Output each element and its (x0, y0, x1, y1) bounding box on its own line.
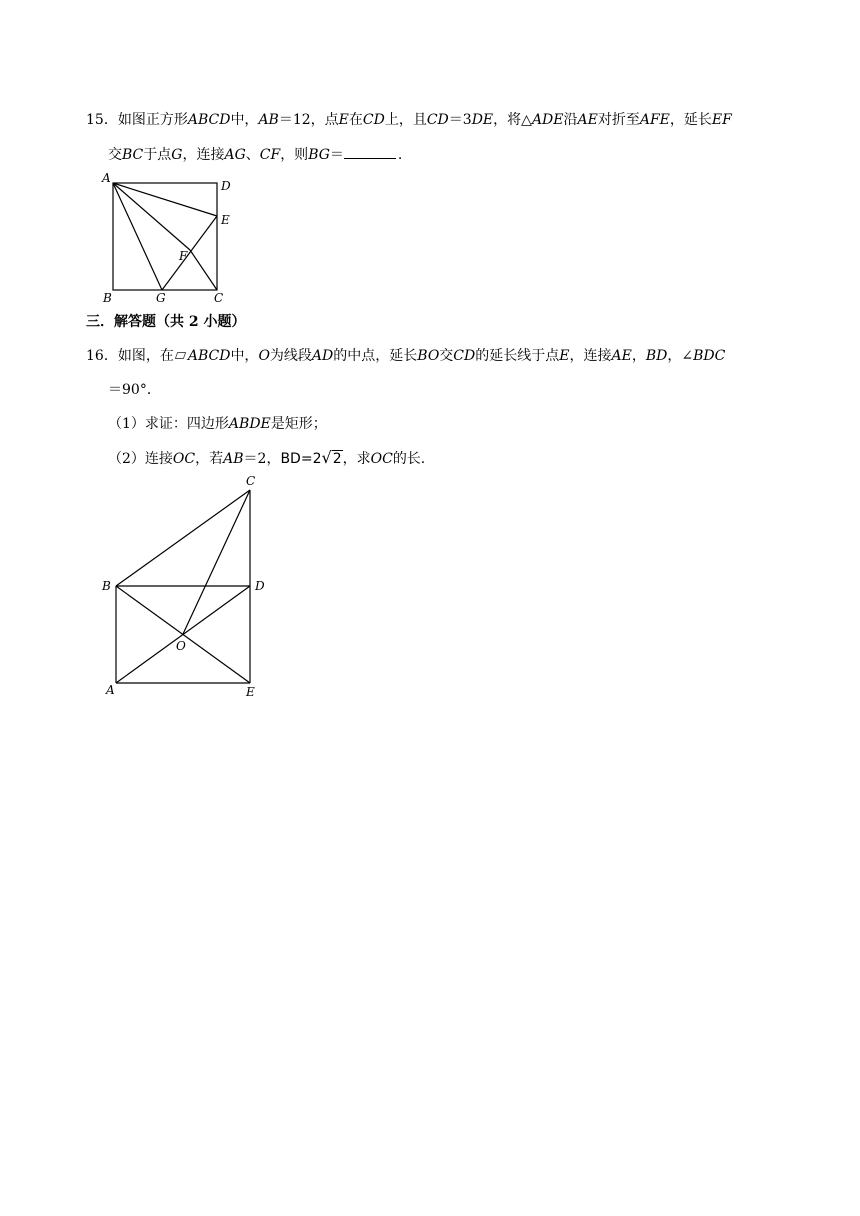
q15-text: ，延长 (669, 112, 712, 128)
q15-var: DE (471, 112, 494, 128)
q16-var: OC (370, 451, 393, 467)
segment-fc (190, 250, 217, 290)
q16-text: 的中点，延长 (333, 348, 418, 364)
q16-text: 是矩形； (270, 416, 327, 432)
q15-var: BC (122, 147, 144, 163)
q16-text: ， (631, 348, 646, 364)
q15-var: CF (259, 147, 281, 163)
label-c: C (246, 474, 256, 488)
q15-var: BG (308, 147, 330, 163)
q16-var: BD (645, 348, 668, 364)
q15-var: AE (577, 112, 598, 128)
q15-line-1 (86, 111, 732, 129)
q15-var: AFE (639, 112, 670, 128)
q15-text: ＝12，点 (278, 112, 339, 128)
parallelogram-icon (175, 352, 187, 359)
q16-part-2 (108, 449, 425, 468)
label-a: A (102, 171, 111, 185)
segment-eg (162, 216, 217, 290)
segment-ag (113, 183, 162, 290)
q15-text: ＝3 (448, 112, 472, 128)
q15-text: 对折至 (597, 112, 640, 128)
bd-formula (280, 449, 342, 468)
q16-text: ，若 (195, 451, 224, 467)
q16-text: （2）连接 (108, 451, 173, 467)
q16-text: ，连接 (569, 348, 612, 364)
label-b: B (103, 291, 112, 305)
radicand: 2 (332, 451, 342, 467)
q15-text: 上，且 (384, 112, 427, 128)
q15-text: 沿 (563, 112, 578, 128)
q15-line-2 (108, 145, 402, 164)
segment-ae (113, 183, 217, 216)
q16-line-1 (86, 347, 725, 365)
answer-blank[interactable] (344, 145, 396, 159)
segment-bc (116, 490, 250, 586)
q15-text: 于点 (143, 147, 172, 163)
q15-text: ，则 (280, 147, 309, 163)
q16-number: 16． (86, 348, 118, 364)
q16-text: 的长. (392, 451, 426, 467)
q15-var: CD (362, 112, 385, 128)
q16-text: ，∠ (667, 348, 694, 364)
q16-text: （1）求证：四边形 (108, 416, 229, 432)
label-e: E (221, 213, 230, 227)
label-e: E (246, 685, 255, 699)
q15-text: 中， (230, 112, 259, 128)
q15-var: ADE (531, 112, 564, 128)
q16-var: E (559, 348, 570, 364)
label-f: F (179, 249, 188, 263)
q16-var: AB (223, 451, 244, 467)
q15-text: 在 (348, 112, 363, 128)
label-d: D (221, 179, 231, 193)
label-c: C (214, 291, 224, 305)
q15-var: EF (711, 112, 732, 128)
label-d: D (255, 579, 265, 593)
q16-text: ＝90°． (108, 382, 161, 398)
q16-line-2 (108, 381, 161, 399)
q15-text: . (397, 147, 403, 163)
bd-formula-text: BD=2 (280, 451, 322, 467)
q16-text: 如图，在 (117, 348, 174, 364)
radical-sign: √ (321, 448, 332, 467)
q15-var: G (171, 147, 183, 163)
q16-text: 交 (439, 348, 454, 364)
q15-text: ，连接 (182, 147, 225, 163)
q15-var: E (338, 112, 349, 128)
q16-var: BDC (693, 348, 726, 364)
q15-text: 交 (108, 147, 122, 163)
q16-part-1 (108, 415, 327, 433)
sqrt-symbol (321, 449, 342, 468)
q16-text: ，求 (342, 451, 371, 467)
q16-text: 的延长线于点 (475, 348, 560, 364)
label-o: O (176, 639, 186, 653)
section-heading: 三．解答题（共 2 小题） (86, 314, 246, 330)
q16-text: 中， (230, 348, 259, 364)
label-g: G (156, 291, 166, 305)
q15-text: 、 (245, 147, 260, 163)
q16-var: AD (311, 348, 334, 364)
q15-var: AG (224, 147, 246, 163)
q16-figure (96, 470, 276, 702)
q15-var: ABCD (187, 112, 231, 128)
q16-var: ABCD (187, 348, 231, 364)
q15-var: AB (258, 112, 279, 128)
segment-oc (183, 490, 250, 634)
q16-var: BO (417, 348, 440, 364)
q15-text: ，将△ (493, 112, 532, 128)
q16-var: OC (172, 451, 196, 467)
q15-text: ＝ (329, 147, 344, 163)
q16-text: 为线段 (269, 348, 312, 364)
q15-var: CD (426, 112, 449, 128)
q16-var: CD (453, 348, 476, 364)
q16-var: AE (611, 348, 632, 364)
q16-text: ＝2， (243, 451, 281, 467)
q15-number: 15． (86, 112, 118, 128)
q16-var: ABDE (228, 416, 271, 432)
label-b: B (102, 579, 111, 593)
q15-figure (100, 170, 250, 310)
q16-var: O (258, 348, 270, 364)
q15-text: 如图正方形 (117, 112, 188, 128)
label-a: A (106, 683, 115, 697)
segment-af (113, 183, 190, 250)
